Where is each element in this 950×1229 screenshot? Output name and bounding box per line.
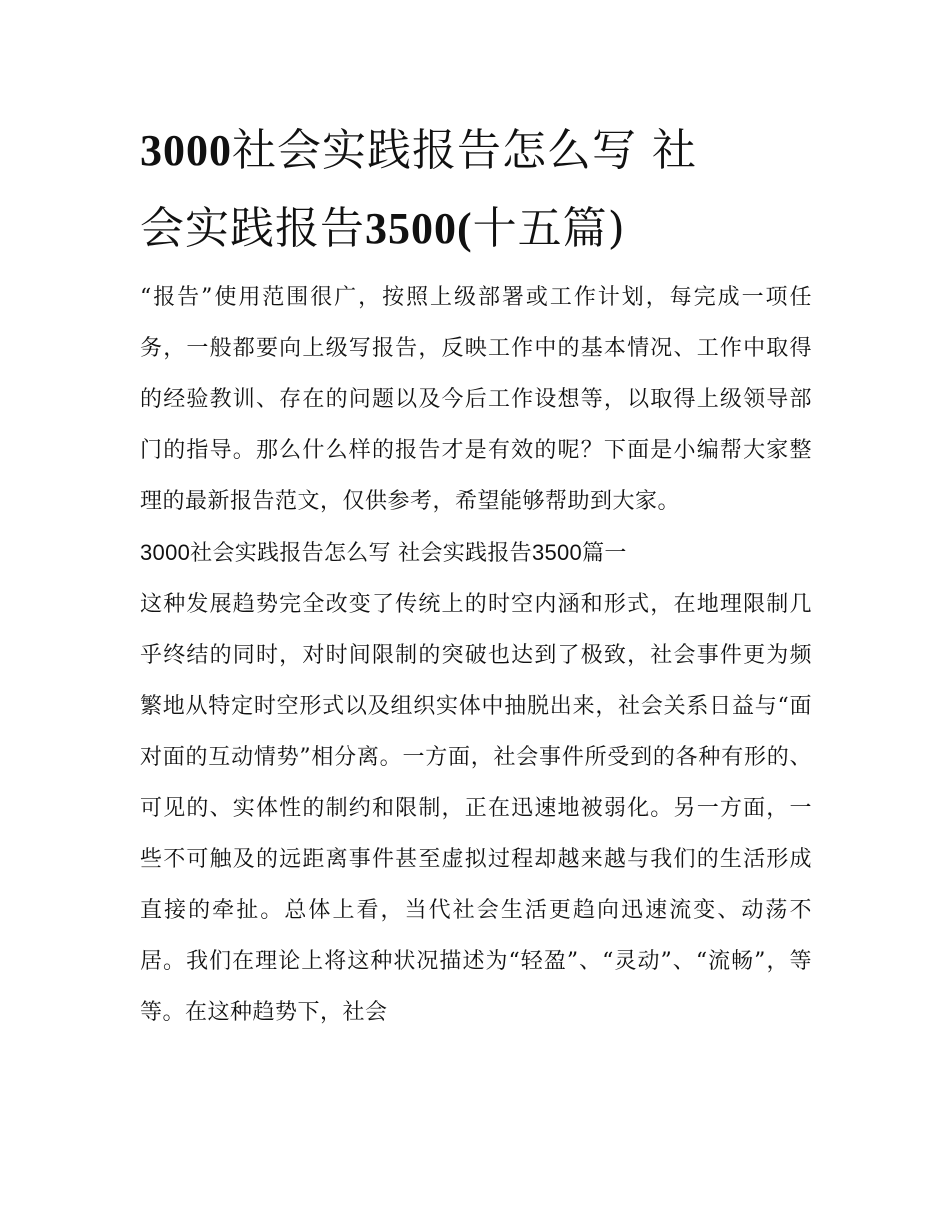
title-text-tail: 十五篇)	[472, 203, 626, 254]
title-text-line2: 会实践报告	[140, 203, 365, 254]
document-content	[140, 112, 812, 1038]
section-heading-tail: 篇一	[582, 541, 627, 566]
intro-paragraph: “报告”使用范围很广，按照上级部署或工作计划，每完成一项任务，一般都要向上级写报告，反映工作中的基本情况、工作中取得的经验教训、存在的问题以及今后工作设想等，以取得上级领导部门的指导。那么什么样的报告才是有效的呢？下面是小编帮大家整理的最新报告范文，仅供参考，希望能够帮助到大家。	[140, 285, 812, 514]
title-number-2: 3500(	[365, 204, 473, 253]
section-heading-text: 社会实践报告怎么写 社会实践报告	[190, 541, 532, 566]
title-text-line1: 社会实践报告怎么写 社	[232, 125, 697, 176]
document-title	[140, 112, 812, 268]
section-heading	[140, 527, 812, 579]
section-heading-number: 3000	[140, 540, 191, 565]
section-body-paragraph: 这种发展趋势完全改变了传统上的时空内涵和形式，在地理限制几乎终结的同时，对时间限制的突破也达到了极致，社会事件更为频繁地从特定时空形式以及组织实体中抽脱出来，社会关系日益与“面对面的互动情势”相分离。一方面，社会事件所受到的各种有形的、可见的、实体性的制约和限制，正在迅速地被弱化。另一方面，一些不可触及的远距离事件甚至虚拟过程却越来越与我们的生活形成直接的牵扯。总体上看，当代社会生活更趋向迅速流变、动荡不居。我们在理论上将这种状况描述为“轻盈”、“灵动”、“流畅”，等等。在这种趋势下，社会	[140, 592, 813, 1025]
title-number: 3000	[140, 126, 232, 175]
section-heading-number-2: 3500	[531, 540, 583, 565]
